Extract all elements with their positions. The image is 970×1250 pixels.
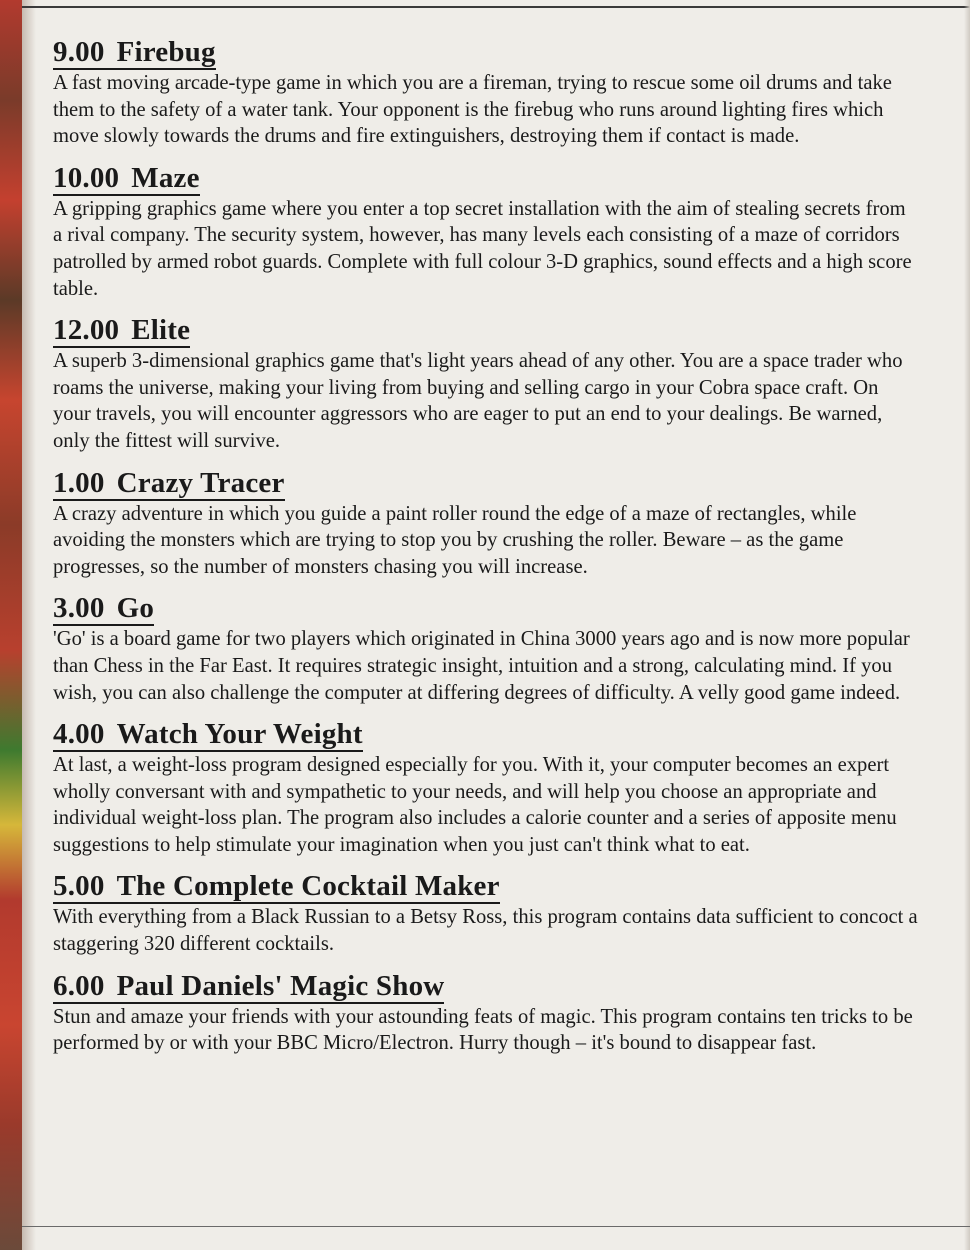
entry-time: 9.00 — [53, 36, 105, 68]
entry-heading — [53, 592, 154, 626]
entry-heading — [53, 314, 190, 348]
entry-heading — [53, 36, 216, 70]
entry-time: 10.00 — [53, 161, 120, 194]
page-right-edge — [964, 0, 970, 1250]
entry-heading — [53, 970, 444, 1004]
entry-title: Watch Your Weight — [116, 718, 363, 751]
schedule-entry-maze — [53, 162, 918, 302]
entry-time: 1.00 — [53, 466, 105, 499]
entry-time: 5.00 — [53, 870, 105, 903]
schedule-entry-firebug — [53, 36, 918, 150]
bottom-border-rule — [22, 1226, 970, 1227]
spine-shadow — [22, 0, 36, 1250]
schedule-entry-elite — [53, 314, 918, 454]
schedule-entry-crazy-tracer — [53, 467, 918, 581]
entry-heading — [53, 718, 363, 752]
entry-description: A superb 3-dimensional graphics game that's light years ahead of any other. You are a space trader who roams the universe, making your living from buying and selling cargo in your Cobra space craft. On your travels, you will encounter aggressors who are eager to put an end to your dealings. Be warned, only the fittest will survive. — [53, 350, 903, 452]
entry-time: 6.00 — [53, 969, 105, 1002]
entry-title: The Complete Cocktail Maker — [116, 870, 500, 903]
top-border-rule — [22, 6, 970, 8]
entry-description: A fast moving arcade-type game in which you are a fireman, trying to rescue some oil drums and take them to the safety of a water tank. Your opponent is the firebug who runs around lighting fires which move slowly towards the drums and fire extinguishers, destroying them if contact is made. — [53, 72, 892, 148]
entry-description: A gripping graphics game where you enter a top secret installation with the aim of stealing secrets from a rival company. The security system, however, has many levels each consisting of a maze of corridors patrolled by armed robot guards. Complete with full colour 3-D graphics, sound effects and a high score table. — [53, 197, 912, 300]
entry-description: A crazy adventure in which you guide a paint roller round the edge of a maze of rectangles, while avoiding the monsters which are trying to stop you by crushing the roller. Beware – as the game progresses, so the number of monsters chasing you will increase. — [53, 502, 857, 578]
entry-description: At last, a weight-loss program designed especially for you. With it, your computer becomes an expert wholly conversant with and sympathetic to your needs, and will help you choose an appropriate and individual weight-loss plan. The program also includes a calorie counter and a series of apposite menu suggestions to help stimulate your imagination when you just can't think what to eat. — [53, 754, 897, 856]
entry-description: 'Go' is a board game for two players which originated in China 3000 years ago and is now more popular than Chess in the Far East. It requires strategic insight, intuition and a strong, calculating mind. If you wish, you can also challenge the computer at differing degrees of difficulty. A velly good game indeed. — [53, 628, 910, 704]
entry-title: Go — [116, 592, 155, 625]
schedule-entry-cocktail-maker — [53, 870, 918, 957]
entry-description: With everything from a Black Russian to a Betsy Ross, this program contains data sufficient to concoct a staggering 320 different cocktails. — [53, 906, 918, 956]
entry-heading — [53, 870, 500, 904]
page-spine-edge — [0, 0, 22, 1250]
entry-title: Paul Daniels' Magic Show — [116, 969, 445, 1002]
entry-title: Maze — [131, 161, 200, 194]
entry-title: Crazy Tracer — [116, 466, 285, 499]
program-schedule — [53, 36, 918, 1069]
schedule-entry-go — [53, 592, 918, 706]
entry-title: Firebug — [116, 36, 216, 68]
entry-description: Stun and amaze your friends with your astounding feats of magic. This program contains ten tricks to be performed by or with your BBC Micro/Electron. Hurry though – it's bound to disappear fast. — [53, 1005, 913, 1055]
entry-time: 4.00 — [53, 718, 105, 751]
schedule-entry-magic-show — [53, 970, 918, 1057]
entry-time: 12.00 — [53, 314, 120, 347]
entry-title: Elite — [131, 314, 191, 347]
schedule-entry-watch-your-weight — [53, 718, 918, 858]
entry-heading — [53, 162, 200, 196]
entry-heading — [53, 467, 285, 501]
entry-time: 3.00 — [53, 592, 105, 625]
